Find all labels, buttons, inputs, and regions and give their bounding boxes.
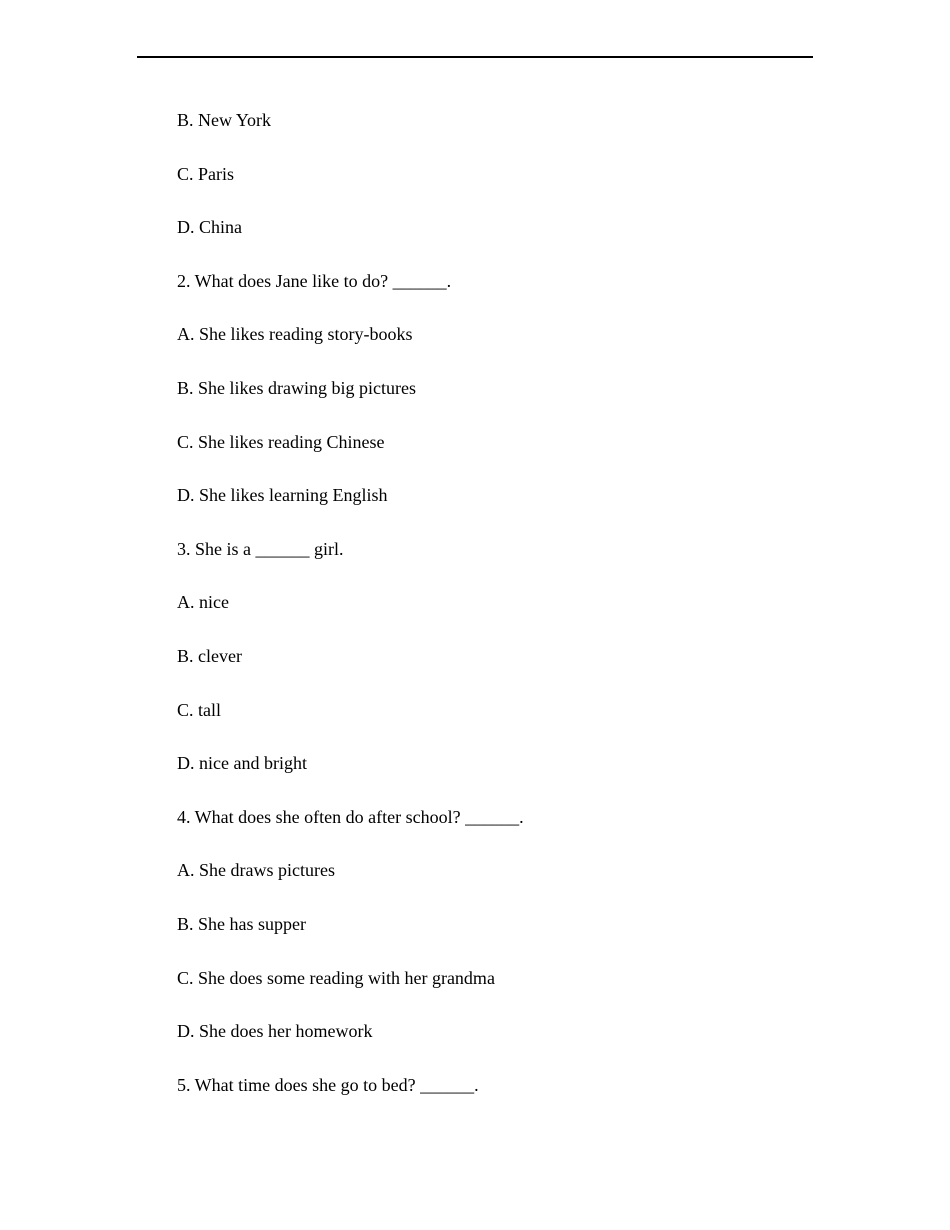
question-line: 2. What does Jane like to do? ______. bbox=[177, 270, 452, 291]
option-line: D. She likes learning English bbox=[177, 485, 388, 506]
question-line: 5. What time does she go to bed? ______. bbox=[177, 1074, 479, 1095]
option-line: B. clever bbox=[177, 645, 242, 666]
option-line: C. She likes reading Chinese bbox=[177, 431, 385, 452]
option-line: C. She does some reading with her grandma bbox=[177, 967, 495, 988]
option-line: B. She has supper bbox=[177, 913, 306, 934]
option-line: C. tall bbox=[177, 699, 221, 720]
option-line: B. She likes drawing big pictures bbox=[177, 377, 416, 398]
option-line: B. New York bbox=[177, 110, 272, 130]
option-line: D. China bbox=[177, 217, 242, 238]
question-line: 4. What does she often do after school? ______. bbox=[177, 806, 524, 827]
option-line: D. nice and bright bbox=[177, 753, 307, 774]
option-line: D. She does her homework bbox=[177, 1021, 373, 1042]
header-rule bbox=[137, 56, 813, 58]
question-line: 3. She is a ______ girl. bbox=[177, 538, 344, 559]
option-line: A. nice bbox=[177, 592, 229, 613]
option-line: C. Paris bbox=[177, 163, 235, 184]
option-line: A. She likes reading story-books bbox=[177, 324, 413, 345]
option-line: A. She draws pictures bbox=[177, 860, 335, 881]
question-list bbox=[177, 108, 524, 1126]
